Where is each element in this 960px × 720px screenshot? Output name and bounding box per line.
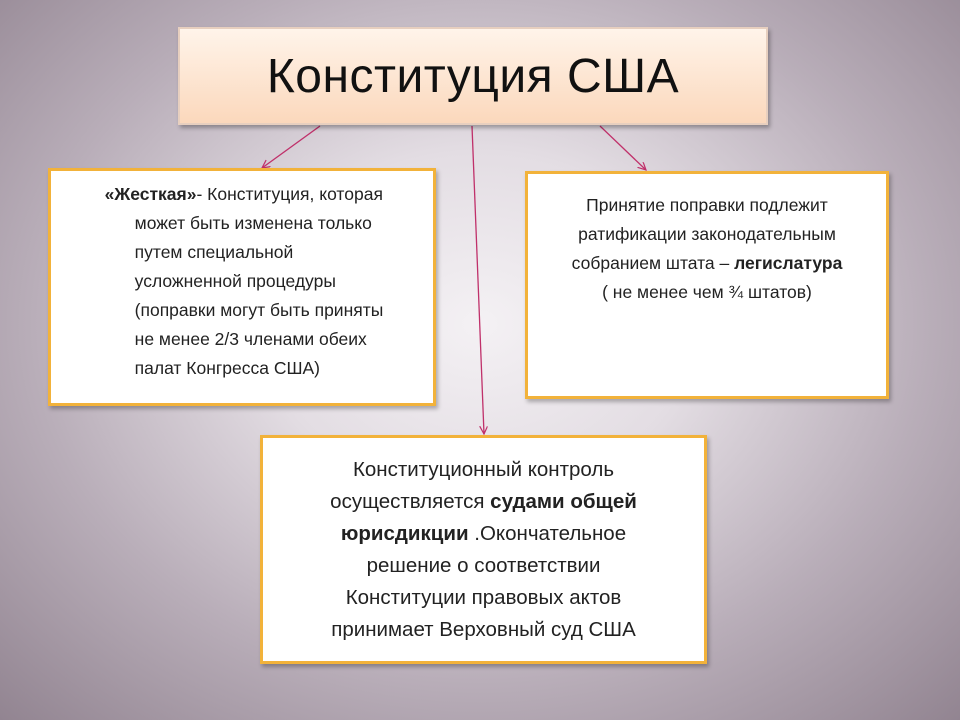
ratification-box xyxy=(525,171,889,399)
arrow-to-left-box xyxy=(262,126,320,168)
page-title: Конституция США xyxy=(266,49,680,103)
ratification-line-2: ратификации законодательным xyxy=(578,224,836,244)
control-line-1: Конституционный контроль xyxy=(352,457,615,481)
courts-term: судами общей xyxy=(490,489,637,513)
constitutional-control-text xyxy=(330,454,637,646)
rigid-line-5: (поправки могут быть приняты xyxy=(134,300,384,320)
control-line-5: Конституции правовых актов xyxy=(345,585,622,609)
rigid-constitution-text xyxy=(103,180,384,383)
arrow-to-bottom-box xyxy=(472,126,484,434)
constitutional-control-box xyxy=(260,435,707,664)
rigid-term: «Жесткая» xyxy=(104,184,197,204)
rigid-line-2: может быть изменена только xyxy=(134,213,372,233)
control-line-3: .Окончательное xyxy=(468,521,627,545)
rigid-line-1: - Конституция, которая xyxy=(196,184,383,204)
rigid-line-6: не менее 2/3 членами обеих xyxy=(134,329,367,349)
control-line-6: принимает Верховный суд США xyxy=(331,617,636,641)
control-line-2: осуществляется xyxy=(330,489,491,513)
arrow-to-right-box xyxy=(600,126,646,170)
rigid-constitution-box xyxy=(48,168,436,406)
ratification-line-3: собранием штата – xyxy=(571,253,735,273)
rigid-line-3: путем специальной xyxy=(134,242,294,262)
ratification-text xyxy=(572,191,843,307)
control-line-4: решение о соответствии xyxy=(366,553,601,577)
ratification-line-1: Принятие поправки подлежит xyxy=(586,195,828,215)
rigid-line-4: усложненной процедуры xyxy=(134,271,336,291)
title-box xyxy=(178,27,768,125)
rigid-line-7: палат Конгресса США) xyxy=(134,358,321,378)
legislature-term: легислатура xyxy=(734,253,843,273)
jurisdiction-term: юрисдикции xyxy=(340,521,469,545)
ratification-line-4: ( не менее чем ¾ штатов) xyxy=(602,282,812,302)
